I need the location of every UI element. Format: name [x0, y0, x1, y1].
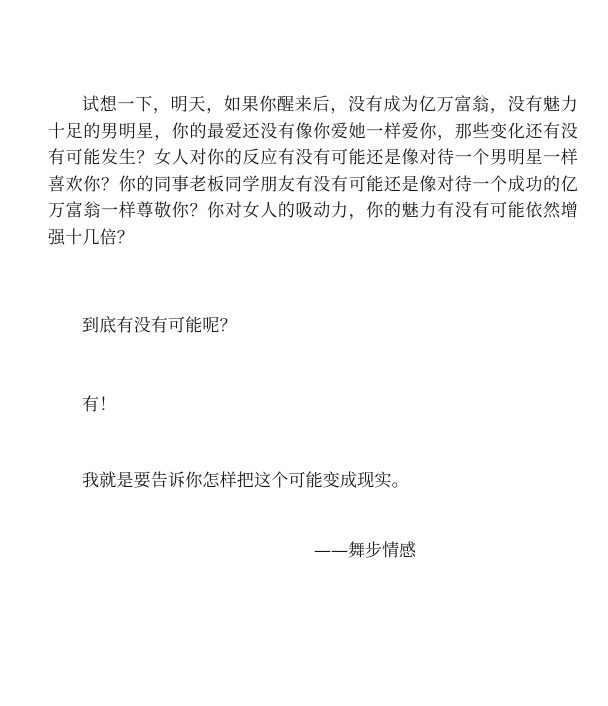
question-paragraph: 到底有没有可能呢？	[82, 316, 237, 336]
answer-paragraph: 有！	[82, 395, 117, 415]
intro-paragraph: 试想一下，明天，如果你醒来后，没有成为亿万富翁，没有魅力十足的男明星，你的最爱还没有像你爱她一样爱你，那些变化还有没有可能发生？女人对你的反应有没有可能还是像对待一个男明星一样喜欢你？你的同事老板同学朋友有没有可能还是像对待一个成功的亿万富翁一样尊敬你？你对女人的吸动力，你的魅力有没有可能依然增强十几倍？	[48, 95, 578, 248]
statement-paragraph: 我就是要告诉你怎样把这个可能变成现实。	[82, 471, 409, 491]
signature: ——舞步情感	[314, 541, 416, 561]
